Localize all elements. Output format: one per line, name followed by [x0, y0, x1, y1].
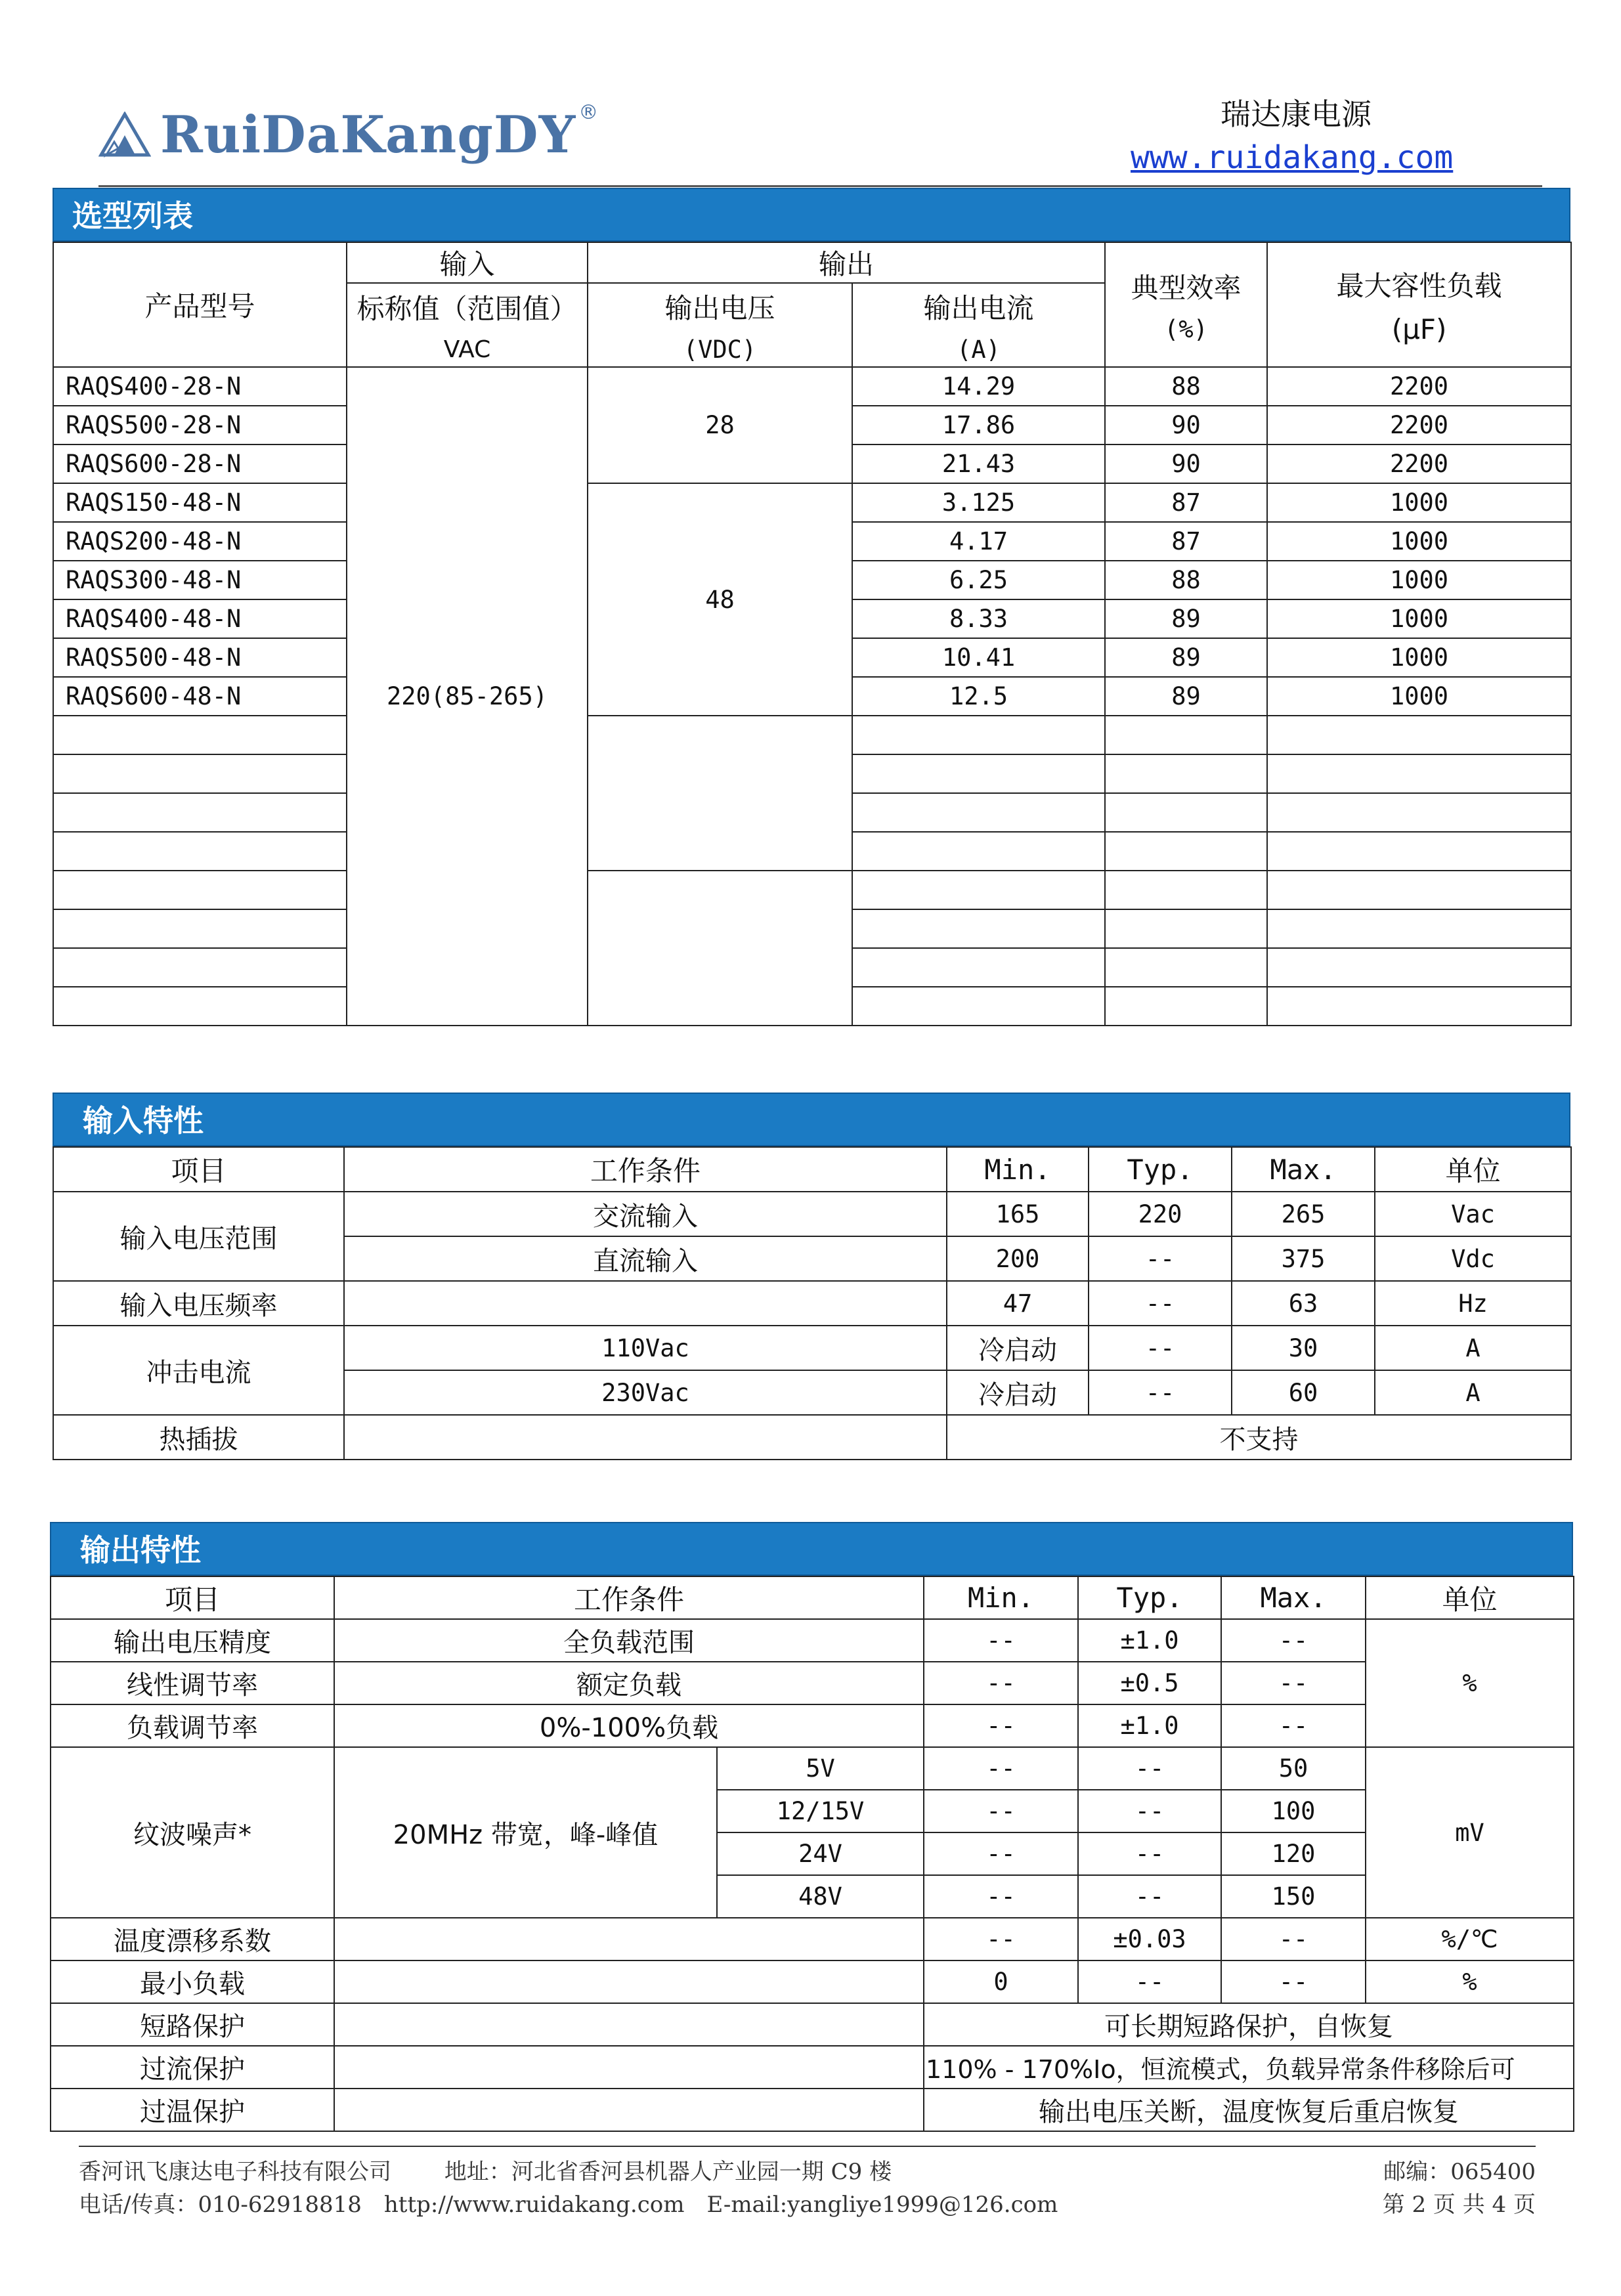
- table-row: RAQS500-28-N 17.86 90 2200: [53, 406, 1571, 444]
- logo-mountain-icon: [98, 112, 151, 158]
- section-title: 选型列表: [53, 188, 1570, 242]
- website-link[interactable]: www.ruidakang.com: [1131, 139, 1454, 176]
- col-item: 项目: [51, 1576, 334, 1619]
- footer-contact: 电话/传真：010-62918818 http://www.ruidakang.com E-mail:yangliye1999@126.com: [79, 2192, 1058, 2218]
- col-input-nominal: 标称值（范围值） VAC: [347, 283, 588, 367]
- output-spec-section: [50, 1522, 1573, 2132]
- col-condition: 工作条件: [344, 1147, 947, 1192]
- col-capacitive-load: 最大容性负载 (μF): [1267, 242, 1571, 367]
- table-row: 冲击电流 110Vac 冷启动 -- 30 A: [53, 1326, 1571, 1370]
- table-row: 48V -- -- 150: [51, 1875, 1574, 1918]
- empty-row: [53, 871, 1571, 909]
- empty-row: [53, 716, 1571, 754]
- table-row: 过温保护 输出电压关断，温度恢复后重启恢复: [51, 2089, 1574, 2131]
- table-row: RAQS500-48-N 10.41 89 1000: [53, 638, 1571, 677]
- footer-company: 香河讯飞康达电子科技有限公司: [79, 2159, 391, 2185]
- col-unit: 单位: [1375, 1147, 1571, 1192]
- input-value: 220(85-265): [347, 367, 588, 1026]
- footer-line-2: [79, 2186, 1536, 2219]
- col-condition: 工作条件: [334, 1576, 924, 1619]
- table-row: 线性调节率 额定负载 -- ±0.5 --: [51, 1662, 1574, 1704]
- table-row: 温度漂移系数 -- ±0.03 -- %/℃: [51, 1918, 1574, 1960]
- table-row: 输出电压精度 全负载范围 -- ±1.0 -- %: [51, 1619, 1574, 1662]
- company-logo: [98, 98, 598, 171]
- vout-48: 48: [588, 483, 852, 716]
- output-spec-table: [50, 1576, 1574, 2132]
- input-spec-section: [53, 1093, 1570, 1460]
- table-row: 24V -- -- 120: [51, 1832, 1574, 1875]
- col-vout: 输出电压 (VDC): [588, 283, 852, 367]
- col-typ: Typ.: [1078, 1576, 1221, 1619]
- table-row: RAQS150-48-N 48 3.125 87 1000: [53, 483, 1571, 522]
- col-item: 项目: [53, 1147, 344, 1192]
- table-row: RAQS200-48-N 4.17 87 1000: [53, 522, 1571, 561]
- section-title: 输入特性: [53, 1093, 1570, 1146]
- col-model: 产品型号: [53, 242, 347, 367]
- table-row: RAQS600-48-N 12.5 89 1000: [53, 677, 1571, 716]
- col-min: Min.: [924, 1576, 1078, 1619]
- section-title: 输出特性: [50, 1522, 1573, 1576]
- table-row: 最小负载 0 -- -- %: [51, 1960, 1574, 2003]
- table-row: 230Vac 冷启动 -- 60 A: [53, 1370, 1571, 1415]
- vout-28: 28: [588, 367, 852, 483]
- table-row: RAQS400-48-N 8.33 89 1000: [53, 599, 1571, 638]
- col-typ: Typ.: [1089, 1147, 1232, 1192]
- table-row: RAQS300-48-N 6.25 88 1000: [53, 561, 1571, 599]
- registered-mark: ®: [578, 100, 599, 124]
- selection-section: [53, 188, 1570, 1026]
- page-number: 第 2 页 共 4 页: [1382, 2192, 1536, 2218]
- col-max: Max.: [1221, 1576, 1366, 1619]
- table-row: 热插拔 不支持: [53, 1415, 1571, 1460]
- brand-name: 瑞达康电源: [1221, 97, 1372, 132]
- footer-address: 地址：河北省香河县机器人产业园一期 C9 楼: [444, 2159, 892, 2185]
- table-row: 过流保护 110% - 170%Io，恒流模式，负载异常条件移除后可: [51, 2046, 1574, 2089]
- footer-line-1: [79, 2154, 1536, 2186]
- table-row: 输入电压频率 47 -- 63 Hz: [53, 1281, 1571, 1326]
- table-row: RAQS600-28-N 21.43 90 2200: [53, 444, 1571, 483]
- col-unit: 单位: [1366, 1576, 1574, 1619]
- footer-postcode: 邮编：065400: [1383, 2159, 1536, 2185]
- table-row: 短路保护 可长期短路保护，自恢复: [51, 2003, 1574, 2046]
- table-row: 12/15V -- -- 100: [51, 1790, 1574, 1832]
- table-row: RAQS400-28-N 220(85-265) 28 14.29 88 2200: [53, 367, 1571, 406]
- selection-table: [53, 242, 1572, 1026]
- footer-divider: [79, 2146, 1536, 2147]
- col-iout: 输出电流 (A): [852, 283, 1105, 367]
- header-divider: [98, 185, 1542, 187]
- col-output: 输出: [588, 242, 1105, 283]
- col-max: Max.: [1232, 1147, 1375, 1192]
- col-input: 输入: [347, 242, 588, 283]
- table-row: 直流输入 200 -- 375 Vdc: [53, 1236, 1571, 1281]
- col-min: Min.: [947, 1147, 1089, 1192]
- input-spec-table: [53, 1146, 1572, 1460]
- table-row: 负载调节率 0%-100%负载 -- ±1.0 --: [51, 1704, 1574, 1747]
- table-row: 纹波噪声* 20MHz 带宽，峰-峰值 5V -- -- 50 mV: [51, 1747, 1574, 1790]
- table-row: 输入电压范围 交流输入 165 220 265 Vac: [53, 1192, 1571, 1236]
- logo-text: RuiDaKangDY: [160, 104, 576, 165]
- col-efficiency: 典型效率 (%): [1105, 242, 1267, 367]
